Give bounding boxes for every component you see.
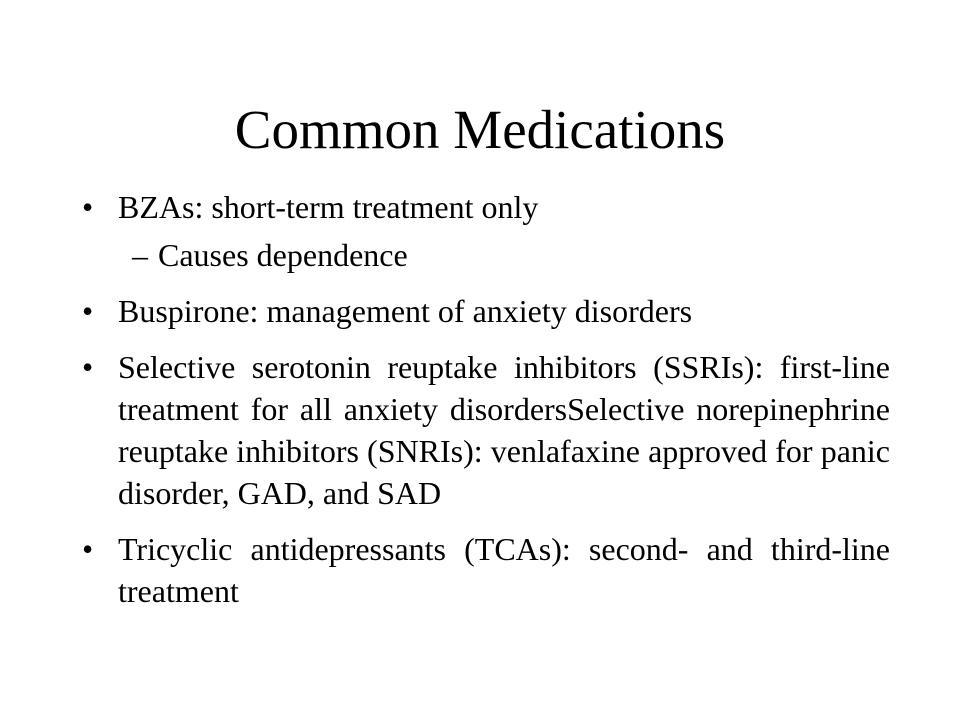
bullet-item [82,186,890,228]
sub-bullet-text: Causes dependence [158,237,408,273]
bullet-text: Tricyclic antidepressants (TCAs): second- and third-line treatment [118,531,890,609]
sub-bullet-item [132,234,888,276]
slide-title: Common Medications [234,99,726,160]
bullet-list [0,186,960,626]
sub-bullet-marker: – [132,237,148,273]
bullet-item [82,290,890,332]
bullet-item [82,528,890,612]
bullet-marker: • [82,349,94,385]
bullet-marker: • [82,293,94,329]
bullet-item [82,346,890,514]
bullet-text: BZAs: short-term treatment only [118,189,539,225]
bullet-text: Buspirone: management of anxiety disorders [118,293,693,329]
bullet-marker: • [82,189,94,225]
bullet-text: Selective serotonin reuptake inhibitors (SSRIs): first-line treatment for all anxiety disordersSelective norepinephrine reuptake inhibitors (SNRIs): venlafaxine approved for panic disorder, GAD, and SAD [118,349,890,511]
bullet-marker: • [82,531,94,567]
